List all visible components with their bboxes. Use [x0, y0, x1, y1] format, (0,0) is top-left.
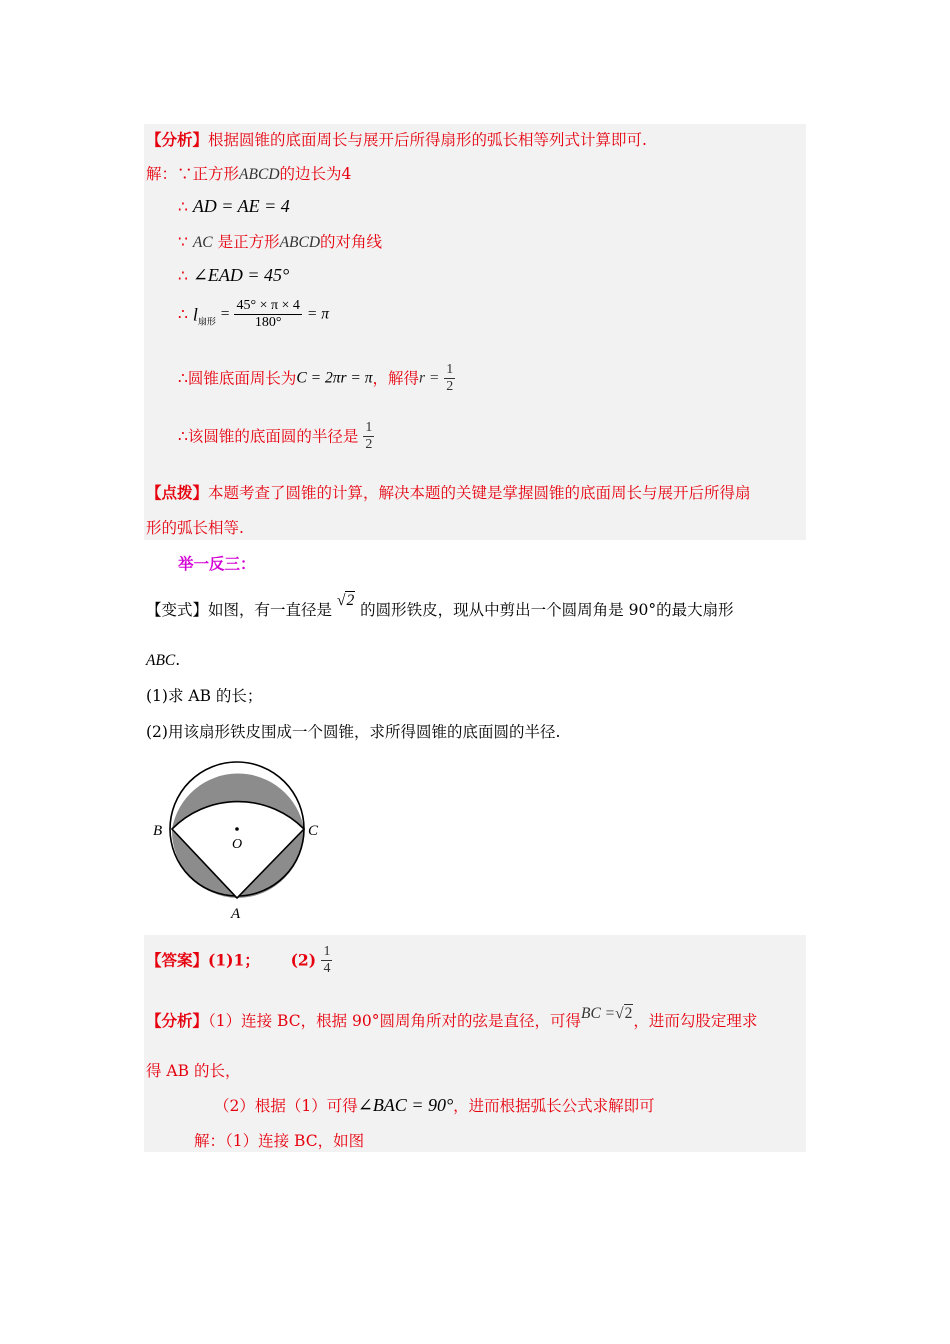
line7-text: 该圆锥的底面圆的半径是 — [187, 427, 359, 446]
therefore-symbol: ∴ — [178, 305, 188, 324]
sector-name-period: . — [175, 651, 181, 669]
answer-analysis-text-d: （2）根据（1）可得 — [214, 1097, 358, 1115]
answer-analysis-line-3 — [214, 1095, 655, 1116]
problem-text-b: 的圆形铁皮，现从中剪出一个圆周角是 90°的最大扇形 — [360, 601, 734, 619]
comment-line-2 — [146, 518, 244, 538]
fraction-numerator: 1 — [446, 362, 454, 377]
problem-text-a: 如图，有一直径是 — [208, 601, 333, 619]
problem-line-1 — [146, 592, 734, 621]
comment-text-2: 形的弧长相等. — [146, 519, 244, 537]
arc-length-symbol: l — [192, 304, 198, 325]
line1-text-b: 的边长为4 — [279, 165, 352, 183]
circle-sector-figure — [145, 755, 335, 945]
analysis-tag: 【分析】 — [146, 130, 209, 149]
answer-2-fraction — [321, 944, 332, 977]
line3-math2: ABCD — [279, 234, 321, 251]
solve-label: 解： — [146, 165, 178, 183]
answer-analysis-line-1 — [146, 1005, 758, 1032]
radius-result-fraction — [363, 420, 374, 453]
bc-sqrt-value: 2 — [624, 1005, 633, 1022]
fraction-denominator: 180° — [234, 314, 301, 331]
label-o: O — [232, 837, 243, 852]
therefore-symbol: ∴ — [178, 369, 188, 388]
sqrt-expression: √2 — [336, 592, 355, 609]
line3-text-b: 的对角线 — [320, 233, 383, 251]
solve-line-3 — [178, 232, 382, 253]
solve-line-1 — [146, 164, 351, 185]
section-title: 举一反三： — [178, 554, 256, 573]
arc-length-fraction — [234, 298, 301, 331]
line1-text-a: 正方形 — [192, 165, 240, 183]
fraction-numerator: 1 — [323, 944, 331, 959]
label-a: A — [231, 906, 241, 922]
line6-text-b: ，解得 — [372, 369, 419, 388]
problem-line-2 — [146, 650, 180, 671]
because-symbol: ∵ — [178, 233, 188, 251]
answer-solve-line: 解：（1）连接 BC，如图 — [194, 1132, 365, 1150]
solve-line-5 — [178, 298, 329, 333]
question-1: (1)求 AB 的长； — [146, 687, 263, 705]
radius-fraction — [444, 362, 455, 395]
answer-analysis-text-a: （1）连接 BC，根据 90°圆周角所对的弦是直径，可得 — [208, 1012, 581, 1030]
sector-name: ABC — [146, 652, 176, 669]
fraction-denominator: 2 — [446, 379, 454, 394]
equals-sign: = — [220, 305, 230, 323]
answer-tag: 【答案】 — [146, 950, 209, 970]
solve-line-7 — [178, 420, 374, 453]
fraction-denominator: 2 — [365, 437, 373, 452]
sqrt-value: 2 — [346, 592, 355, 609]
label-c: C — [308, 823, 319, 839]
fraction-numerator: 1 — [365, 420, 373, 435]
line3-math1: AC — [192, 234, 213, 251]
analysis-text: 根据圆锥的底面周长与展开后所得扇形的弧长相等列式计算即可. — [208, 131, 647, 149]
answer-analysis-text-e: ，进而根据弧长公式求解即可 — [453, 1097, 655, 1115]
answer-2-label: (2) — [290, 950, 317, 970]
bc-equation: BC = — [581, 1005, 616, 1022]
bc-sqrt: √2 — [615, 1005, 633, 1022]
solve-line-2 — [178, 196, 290, 217]
line3-text-a: 是正方形 — [217, 233, 280, 251]
problem-tag: 【变式】 — [146, 601, 209, 619]
radius-symbol: r = — [418, 369, 440, 387]
line2-math: AD = AE = 4 — [192, 196, 290, 216]
question-2: (2)用该扇形铁皮围成一个圆锥，求所得圆锥的底面圆的半径. — [146, 723, 561, 741]
comment-tag: 【点拨】 — [146, 483, 209, 502]
therefore-symbol: ∴ — [178, 198, 188, 216]
comment-line-1 — [146, 483, 751, 503]
therefore-symbol: ∴ — [178, 267, 188, 285]
comment-text-1: 本题考查了圆锥的计算，解决本题的关键是掌握圆锥的底面周长与展开后所得扇 — [208, 484, 751, 502]
label-b: B — [153, 823, 163, 839]
answer-analysis-line-2 — [146, 1061, 240, 1081]
line1-math: ABCD — [239, 166, 280, 183]
therefore-symbol: ∴ — [178, 427, 188, 446]
center-point — [235, 827, 239, 831]
answer-1: (1)1； — [208, 950, 260, 970]
answer-line — [146, 944, 332, 977]
arc-length-subscript: 扇形 — [197, 317, 216, 328]
line6-text-a: 圆锥底面周长为 — [187, 369, 297, 388]
circumference-equation: C = 2πr = π — [296, 369, 373, 387]
fraction-numerator: 45° × π × 4 — [236, 298, 300, 313]
answer-analysis-text-c: 得 AB 的长， — [146, 1062, 241, 1080]
answer-analysis-text-b: ，进而勾股定理求 — [633, 1012, 758, 1030]
answer-analysis-tag: 【分析】 — [146, 1011, 209, 1030]
fraction-denominator: 4 — [323, 961, 331, 976]
solve-line-4 — [178, 265, 289, 286]
analysis-line — [146, 130, 647, 150]
because-symbol: ∵ — [177, 165, 193, 183]
arc-length-result: = π — [306, 305, 329, 323]
solve-line-6 — [178, 362, 455, 395]
angle-bac-equation: ∠BAC = 90° — [357, 1095, 454, 1115]
line4-math: ∠EAD = 45° — [192, 265, 290, 285]
